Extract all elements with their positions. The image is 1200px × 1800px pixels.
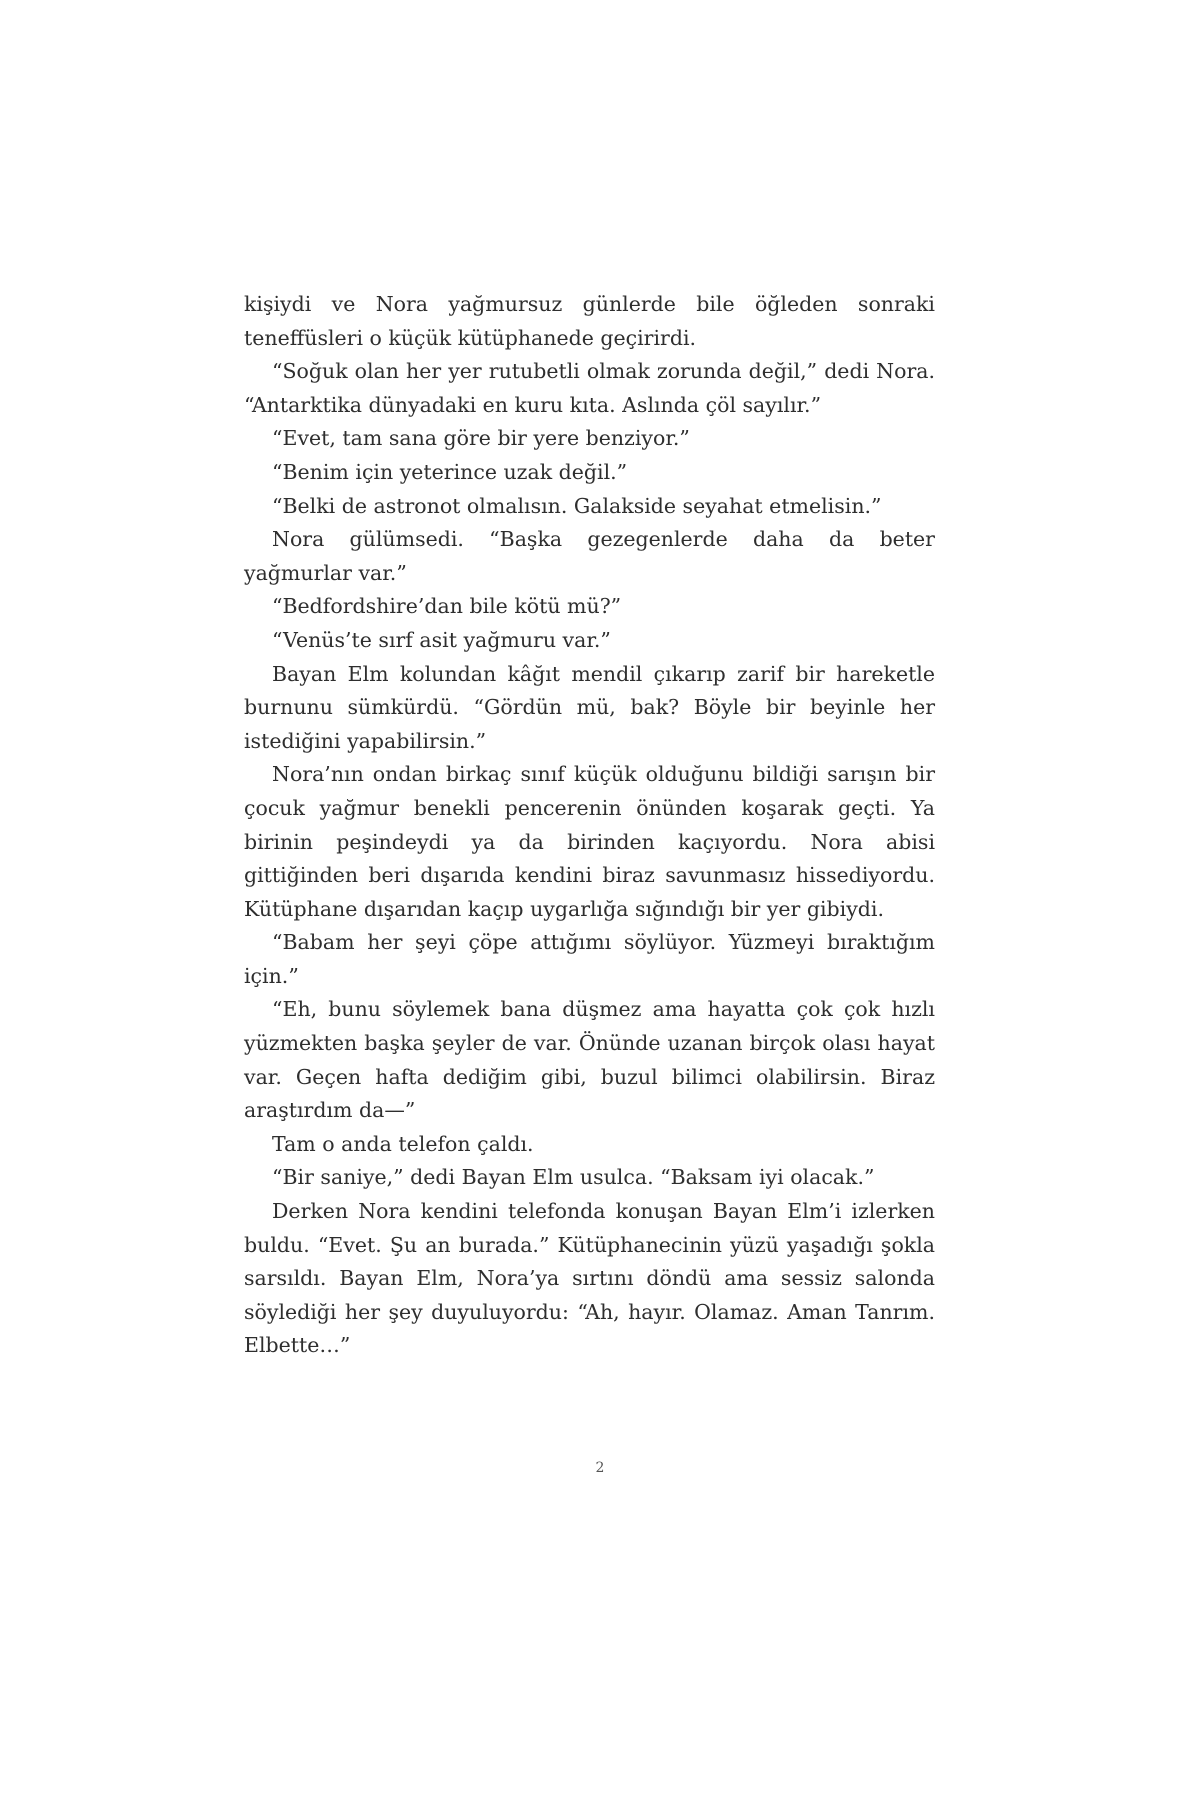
- paragraph: Nora gülümsedi. “Başka gezegenlerde daha da beter yağmurlar var.”: [244, 527, 935, 585]
- paragraph: “Babam her şeyi çöpe attığımı söylüyor. Yüzmeyi bıraktığım için.”: [244, 930, 935, 988]
- paragraph: “Benim için yeterince uzak değil.”: [272, 459, 628, 484]
- paragraph: “Venüs’te sırf asit yağmuru var.”: [272, 627, 611, 652]
- paragraph: “Bedfordshire’dan bile kötü mü?”: [272, 594, 622, 619]
- paragraph: “Belki de astronot olmalısın. Galakside seyahat etmelisin.”: [272, 493, 882, 518]
- paragraph: “Evet, tam sana göre bir yere benziyor.”: [272, 426, 690, 451]
- paragraph: “Soğuk olan her yer rutubetli olmak zorunda değil,” dedi Nora. “Antarktika dünyadaki en kuru kıta. Aslında çöl sayılır.”: [244, 359, 935, 417]
- paragraph: “Bir saniye,” dedi Bayan Elm usulca. “Baksam iyi olacak.”: [272, 1165, 875, 1190]
- paragraph: Tam o anda telefon çaldı.: [272, 1131, 534, 1156]
- paragraph: Nora’nın ondan birkaç sınıf küçük olduğunu bildiği sarışın bir çocuk yağmur benekli pencerenin önünden koşarak geçti. Ya birinin peşindeydi ya da birinden kaçıyordu. Nora abisi gittiğinden beri dışarıda kendini biraz savunmasız hissediyordu. Kütüphane dışarıdan kaçıp uygarlığa sığındığı bir yer gibiydi.: [244, 762, 935, 921]
- page-number: 2: [595, 1460, 605, 1476]
- paragraph: “Eh, bunu söylemek bana düşmez ama hayatta çok çok hızlı yüzmekten başka şeyler de var. Önünde uzanan birçok olası hayat var. Geçen hafta dediğim gibi, buzul bilimci olabilirsin. Biraz araştırdım da—”: [244, 997, 935, 1123]
- body-text: [244, 288, 935, 1363]
- paragraph: Bayan Elm kolundan kâğıt mendil çıkarıp zarif bir hareketle burnunu sümkürdü. “Gördün mü, bak? Böyle bir beyinle her istediğini yapabilirsin.”: [244, 661, 935, 753]
- paragraph: Derken Nora kendini telefonda konuşan Bayan Elm’i izlerken buldu. “Evet. Şu an burada.” Kütüphanecinin yüzü yaşadığı şokla sarsıldı. Bayan Elm, Nora’ya sırtını döndü ama sessiz salonda söylediği her şey duyuluyordu: “Ah, hayır. Olamaz. Aman Tanrım. Elbette…”: [244, 1199, 935, 1358]
- paragraph: kişiydi ve Nora yağmursuz günlerde bile öğleden sonraki teneffüsleri o küçük kütüphanede geçirirdi.: [244, 292, 935, 350]
